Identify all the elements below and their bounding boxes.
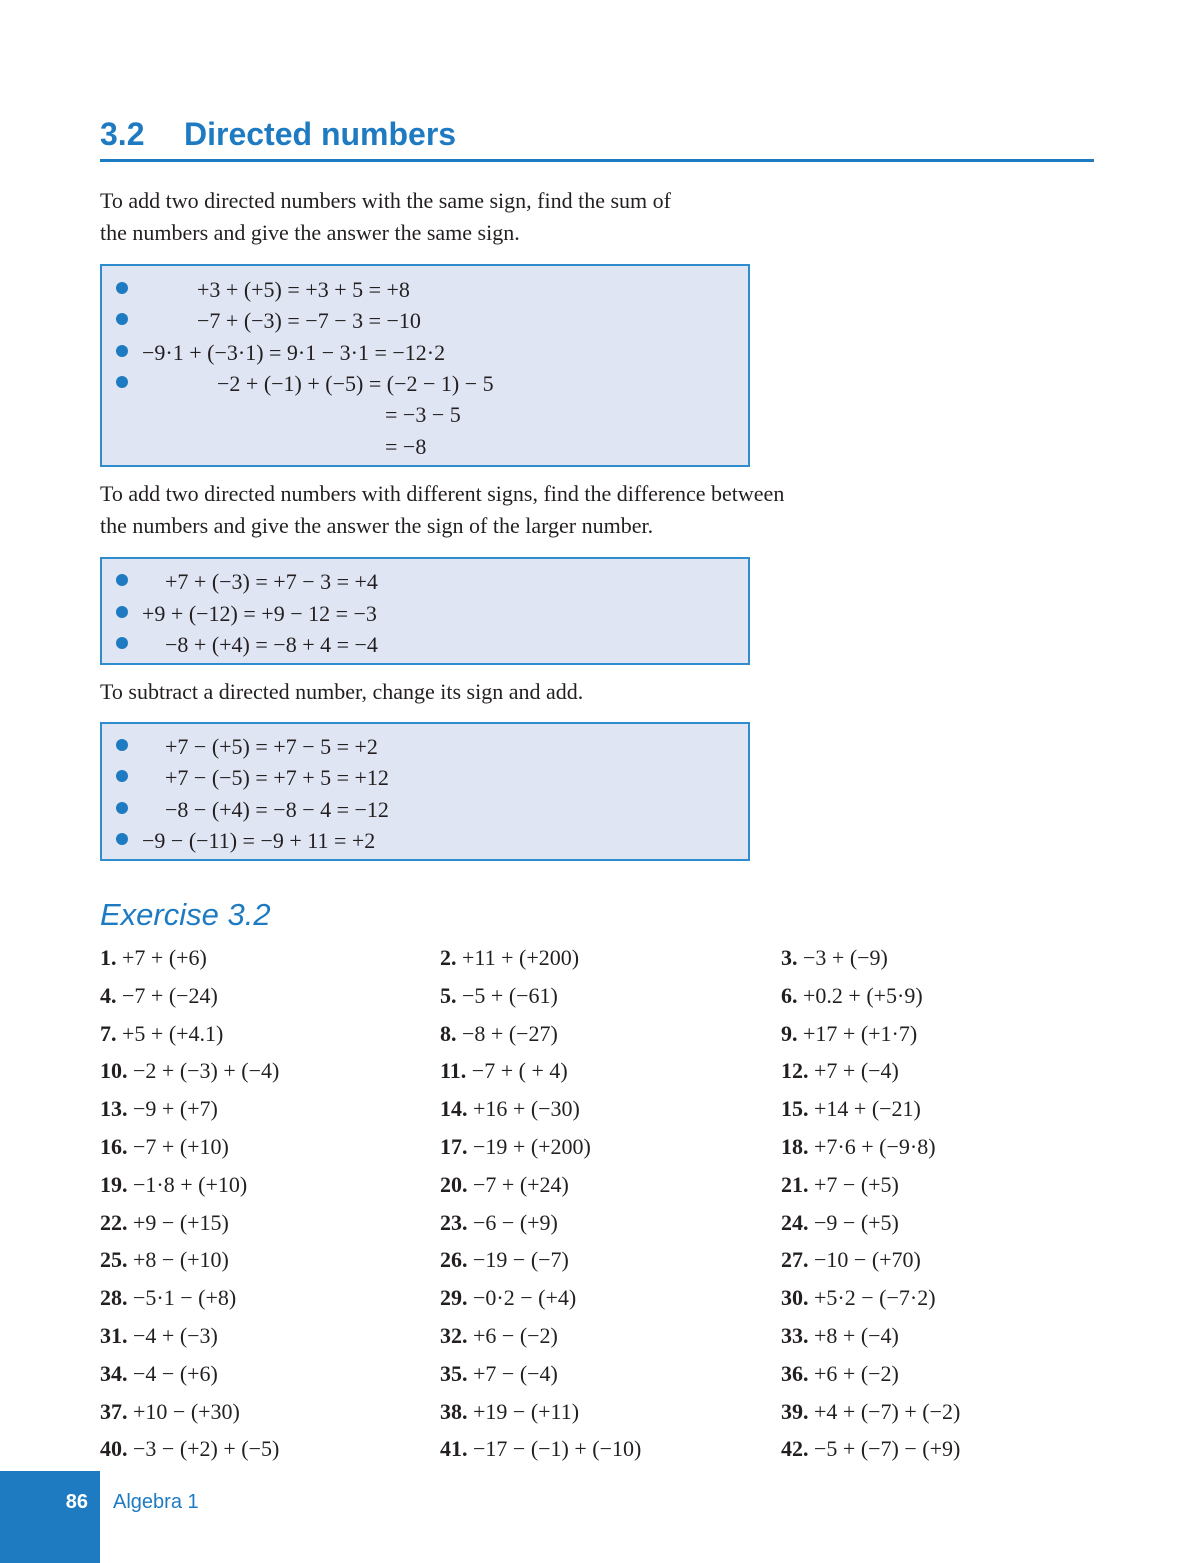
bullet-icon: [116, 802, 128, 814]
example-line: = −3 − 5: [385, 402, 461, 427]
rule-same-sign-line-1: To add two directed numbers with the same sign, find the sum of: [100, 188, 671, 213]
exercise-question: [440, 1096, 580, 1122]
question-number: 37.: [100, 1398, 128, 1424]
question-number: 1.: [100, 945, 117, 970]
question-expression: +11 + (+200): [462, 945, 580, 970]
bullet-icon: [116, 574, 128, 586]
exercise-question: [781, 1210, 899, 1236]
question-number: 30.: [781, 1285, 809, 1311]
question-expression: +9 − (+15): [133, 1209, 229, 1235]
example-line: +3 + (+5) = +3 + 5 = +8: [197, 277, 410, 302]
footer-bar: [0, 1471, 100, 1563]
example-line: +7 − (+5) = +7 − 5 = +2: [165, 734, 378, 759]
exercise-question: [440, 1058, 568, 1084]
example-line: +7 − (−5) = +7 + 5 = +12: [165, 765, 389, 790]
question-number: 3.: [781, 945, 798, 970]
exercise-question: [440, 1361, 558, 1387]
question-expression: +6 + (−2): [814, 1360, 899, 1386]
exercise-question: [781, 945, 888, 971]
bullet-icon: [116, 637, 128, 649]
question-expression: −6 − (+9): [473, 1209, 558, 1235]
question-expression: −4 − (+6): [133, 1360, 218, 1386]
rule-different-signs-line-2: the numbers and give the answer the sign of the larger number.: [100, 512, 654, 538]
question-number: 31.: [100, 1323, 128, 1348]
exercise-question: [781, 1172, 899, 1198]
bullet-icon: [116, 345, 128, 357]
question-number: 24.: [781, 1209, 809, 1235]
question-number: 21.: [781, 1171, 809, 1197]
question-number: 42.: [781, 1436, 809, 1462]
question-expression: −4 + (−3): [133, 1323, 218, 1348]
rule-subtract: To subtract a directed number, change its sign and add.: [100, 679, 584, 704]
section-heading: [100, 112, 1094, 162]
question-number: 32.: [440, 1323, 468, 1348]
question-expression: −17 − (−1) + (−10): [473, 1436, 642, 1462]
question-expression: −1·8 + (+10): [133, 1171, 248, 1197]
question-number: 4.: [100, 982, 117, 1008]
question-number: 2.: [440, 945, 457, 970]
bullet-icon: [116, 282, 128, 294]
question-expression: +19 − (+11): [473, 1398, 580, 1424]
question-number: 39.: [781, 1398, 809, 1424]
question-number: 9.: [781, 1020, 798, 1046]
question-number: 7.: [100, 1020, 117, 1046]
exercise-question: [100, 983, 218, 1009]
exercise-question: [781, 1399, 960, 1425]
exercise-question: [100, 1172, 247, 1198]
rule-same-sign-line-2: the numbers and give the answer the same sign.: [100, 219, 520, 245]
bullet-icon: [116, 833, 128, 845]
question-expression: −2 + (−3) + (−4): [133, 1058, 280, 1084]
question-expression: −9 − (+5): [814, 1209, 899, 1235]
example-box-subtract: [100, 722, 750, 861]
question-number: 12.: [781, 1058, 809, 1084]
example-line: +9 + (−12) = +9 − 12 = −3: [142, 601, 377, 626]
question-expression: +5 + (+4.1): [122, 1020, 224, 1046]
question-expression: +7 + (−4): [814, 1058, 899, 1084]
exercise-question: [100, 945, 207, 971]
exercise-question: [781, 1021, 917, 1047]
exercise-question: [440, 1436, 641, 1462]
question-expression: +5·2 − (−7·2): [814, 1285, 936, 1311]
exercise-question: [440, 1210, 558, 1236]
question-number: 28.: [100, 1285, 128, 1311]
question-expression: −7 + ( + 4): [471, 1058, 568, 1084]
question-number: 41.: [440, 1436, 468, 1462]
example-line: −9 − (−11) = −9 + 11 = +2: [142, 828, 376, 853]
question-number: 14.: [440, 1096, 468, 1122]
bullet-icon: [116, 376, 128, 388]
question-expression: −7 + (−24): [122, 982, 218, 1008]
exercise-question: [440, 1285, 576, 1311]
exercise-question: [440, 1021, 558, 1047]
question-number: 10.: [100, 1058, 128, 1084]
question-expression: −9 + (+7): [133, 1096, 218, 1122]
exercise-question: [440, 1247, 569, 1273]
example-line: −7 + (−3) = −7 − 3 = −10: [197, 308, 421, 333]
example-box-same-sign: [100, 264, 750, 467]
section-number: 3.2: [100, 116, 145, 152]
question-expression: −5 + (−7) − (+9): [814, 1436, 961, 1462]
exercise-title: Exercise 3.2: [100, 897, 271, 932]
question-expression: +7 − (+5): [814, 1171, 899, 1197]
exercise-question: [440, 983, 558, 1009]
question-number: 17.: [440, 1134, 468, 1159]
question-expression: −7 + (+10): [133, 1134, 229, 1159]
exercise-question: [781, 1096, 921, 1122]
exercise-question: [100, 1436, 279, 1462]
rule-different-signs-line-1: To add two directed numbers with different signs, find the difference between: [100, 481, 785, 506]
exercise-question: [781, 1285, 936, 1311]
question-number: 22.: [100, 1209, 128, 1235]
exercise-question: [100, 1021, 223, 1047]
exercise-question: [100, 1058, 279, 1084]
question-expression: +17 + (+1·7): [803, 1020, 918, 1046]
question-expression: −5 + (−61): [462, 982, 558, 1008]
exercise-question: [440, 1134, 591, 1160]
section-title: Directed numbers: [184, 116, 457, 152]
exercise-question: [781, 1247, 921, 1273]
exercise-question: [781, 1058, 899, 1084]
example-line: −8 − (+4) = −8 − 4 = −12: [165, 797, 389, 822]
example-line: = −8: [385, 434, 427, 459]
bullet-icon: [116, 313, 128, 325]
exercise-question: [100, 1096, 218, 1122]
exercise-question: [100, 1210, 229, 1236]
question-expression: −5·1 − (+8): [133, 1285, 237, 1311]
rule-different-signs: [100, 478, 784, 541]
exercise-question: [781, 1323, 899, 1349]
question-expression: +8 + (−4): [814, 1323, 899, 1348]
page-number: 86: [65, 1491, 88, 1513]
exercise-question: [781, 1361, 899, 1387]
question-number: 8.: [440, 1020, 457, 1046]
question-expression: −8 + (−27): [462, 1020, 558, 1046]
question-number: 27.: [781, 1247, 809, 1273]
bullet-icon: [116, 770, 128, 782]
question-expression: +4 + (−7) + (−2): [814, 1398, 961, 1424]
question-number: 16.: [100, 1134, 128, 1159]
question-number: 38.: [440, 1398, 468, 1424]
question-expression: +8 − (+10): [133, 1247, 229, 1273]
question-number: 13.: [100, 1096, 128, 1122]
question-number: 20.: [440, 1171, 468, 1197]
question-expression: −3 − (+2) + (−5): [133, 1436, 280, 1462]
question-expression: −19 + (+200): [473, 1134, 591, 1159]
example-line: −8 + (+4) = −8 + 4 = −4: [165, 632, 378, 657]
question-number: 6.: [781, 982, 798, 1008]
exercise-question: [100, 1134, 229, 1160]
question-expression: −0·2 − (+4): [473, 1285, 577, 1311]
exercise-question: [100, 1285, 236, 1311]
exercise-question: [100, 1361, 218, 1387]
exercise-question: [781, 1134, 936, 1160]
question-number: 29.: [440, 1285, 468, 1311]
question-number: 26.: [440, 1247, 468, 1273]
question-expression: +7·6 + (−9·8): [814, 1134, 936, 1159]
question-expression: +10 − (+30): [133, 1398, 240, 1424]
question-expression: +14 + (−21): [814, 1096, 921, 1122]
question-expression: −19 − (−7): [473, 1247, 569, 1273]
example-line: +7 + (−3) = +7 − 3 = +4: [165, 569, 378, 594]
exercise-question: [440, 945, 579, 971]
question-number: 36.: [781, 1360, 809, 1386]
question-number: 11.: [440, 1058, 467, 1084]
exercise-question: [440, 1323, 558, 1349]
rule-same-sign: [100, 185, 671, 248]
question-expression: +7 + (+6): [122, 945, 207, 970]
example-line: −2 + (−1) + (−5) = (−2 − 1) − 5: [217, 371, 494, 396]
example-line: −9·1 + (−3·1) = 9·1 − 3·1 = −12·2: [142, 340, 446, 365]
question-number: 18.: [781, 1134, 809, 1159]
bullet-icon: [116, 606, 128, 618]
question-number: 23.: [440, 1209, 468, 1235]
question-expression: +6 − (−2): [473, 1323, 558, 1348]
question-number: 35.: [440, 1360, 468, 1386]
question-number: 25.: [100, 1247, 128, 1273]
question-number: 33.: [781, 1323, 809, 1348]
question-number: 40.: [100, 1436, 128, 1462]
exercise-question: [440, 1172, 569, 1198]
exercise-question: [100, 1399, 240, 1425]
question-number: 19.: [100, 1171, 128, 1197]
question-number: 15.: [781, 1096, 809, 1122]
exercise-question: [781, 1436, 960, 1462]
exercise-question: [100, 1247, 229, 1273]
exercise-question: [440, 1399, 579, 1425]
example-box-different-signs: [100, 557, 750, 665]
exercise-question: [100, 1323, 218, 1349]
question-number: 5.: [440, 982, 457, 1008]
question-expression: +0.2 + (+5·9): [803, 982, 923, 1008]
bullet-icon: [116, 739, 128, 751]
question-expression: +16 + (−30): [473, 1096, 580, 1122]
exercise-question: [781, 983, 923, 1009]
book-title: Algebra 1: [113, 1491, 199, 1513]
question-expression: −7 + (+24): [473, 1171, 569, 1197]
question-expression: −3 + (−9): [803, 945, 888, 970]
question-expression: +7 − (−4): [473, 1360, 558, 1386]
question-expression: −10 − (+70): [814, 1247, 921, 1273]
question-number: 34.: [100, 1360, 128, 1386]
